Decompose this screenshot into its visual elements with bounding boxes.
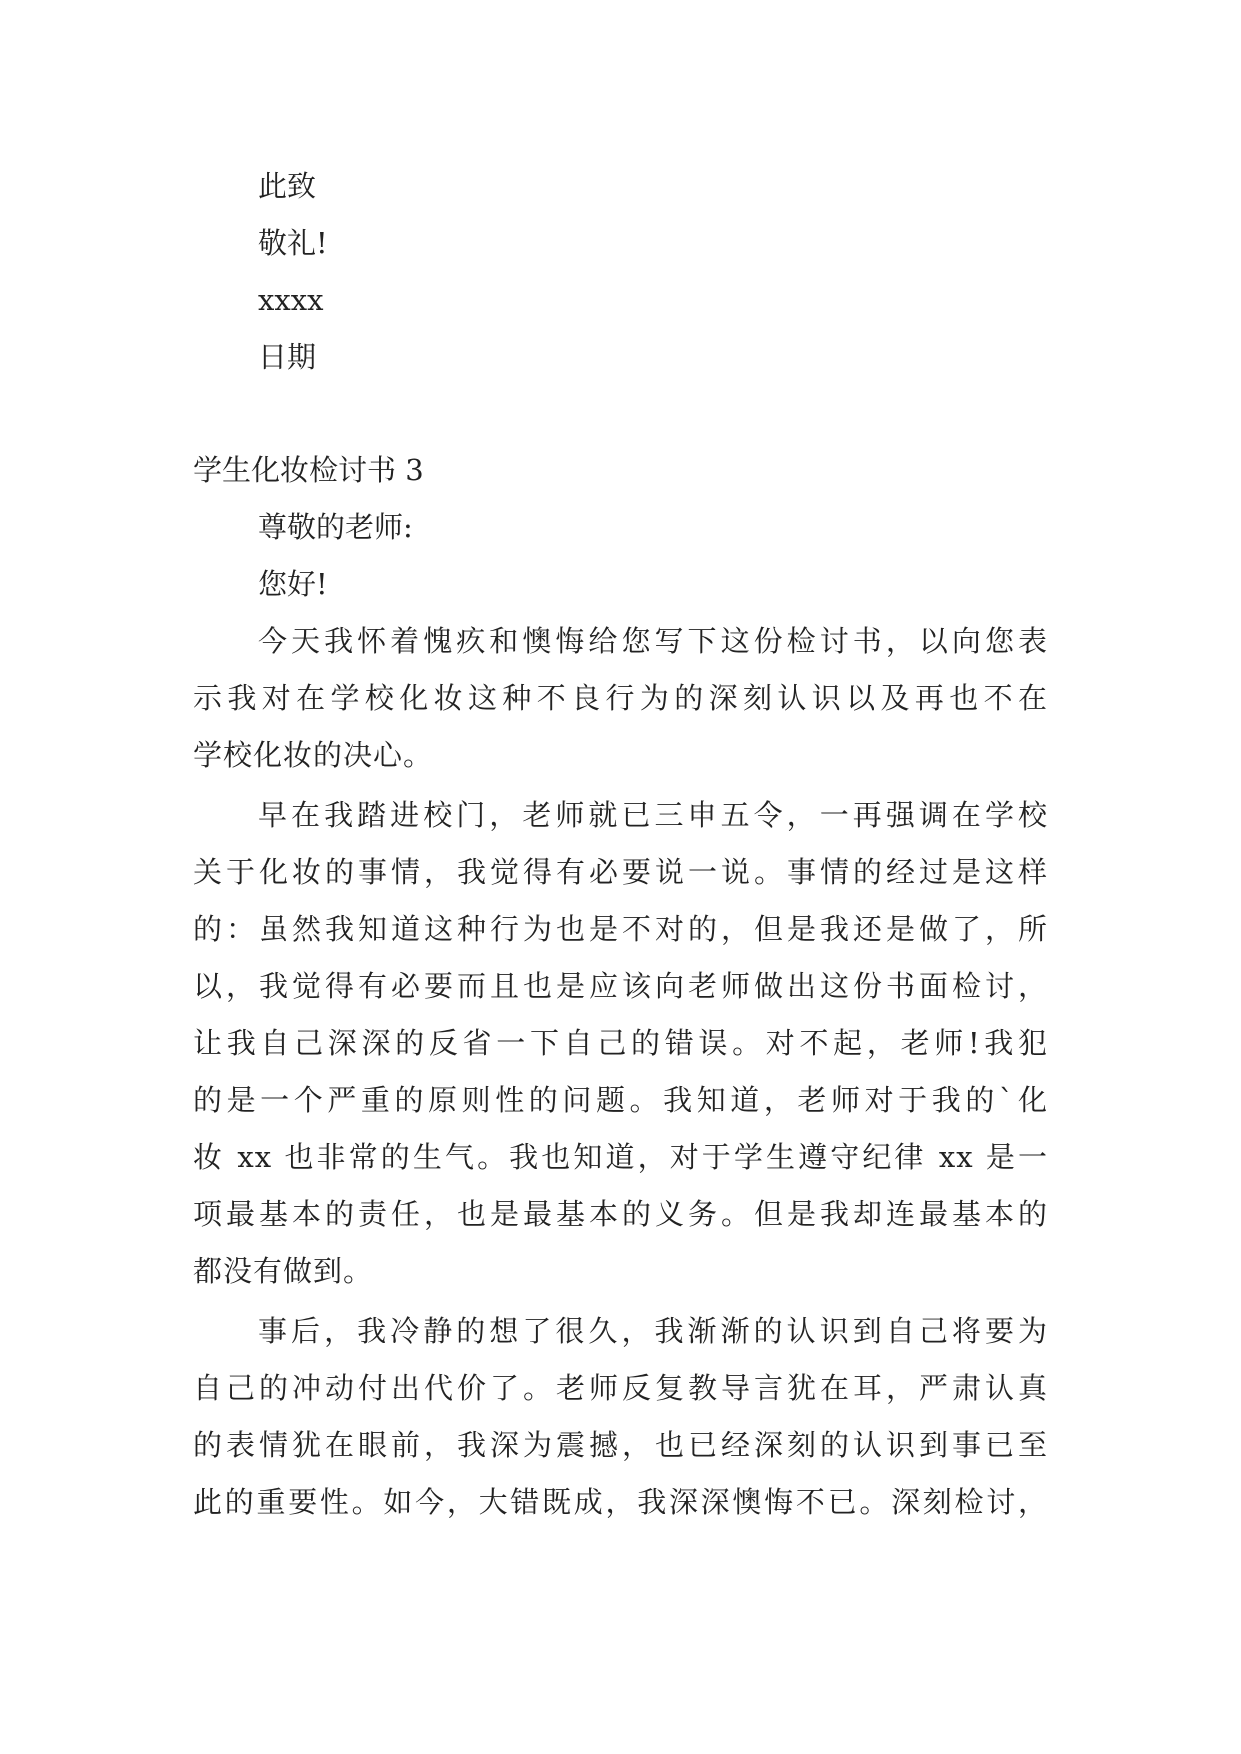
paragraph-3-line-1: 事后，我冷静的想了很久，我渐渐的认识到自己将要为 [258, 1314, 1048, 1348]
paragraph-2-line-5: 让我自己深深的反省一下自己的错误。对不起，老师!我犯 [193, 1026, 1048, 1060]
paragraph-2-line-4: 以，我觉得有必要而且也是应该向老师做出这份书面检讨， [193, 969, 1048, 1003]
paragraph-3-line-2: 自己的冲动付出代价了。老师反复教导言犹在耳，严肃认真 [193, 1371, 1048, 1405]
closing-regards: 敬礼! [258, 226, 328, 260]
letter-hello: 您好! [258, 567, 328, 601]
paragraph-2-line-6: 的是一个严重的原则性的问题。我知道，老师对于我的`化 [193, 1083, 1048, 1117]
paragraph-2-line-8: 项最基本的责任，也是最基本的义务。但是我却连最基本的 [193, 1197, 1048, 1231]
closing-signature: xxxx [258, 283, 324, 317]
paragraph-3-line-3: 的表情犹在眼前，我深为震撼，也已经深刻的认识到事已至 [193, 1428, 1048, 1462]
closing-salutation: 此致 [258, 169, 317, 203]
paragraph-1-line-3: 学校化妆的决心。 [193, 738, 434, 772]
letter-greeting: 尊敬的老师: [258, 510, 413, 544]
section-title: 学生化妆检讨书 3 [193, 453, 424, 487]
paragraph-2-line-9: 都没有做到。 [193, 1254, 374, 1288]
paragraph-2-line-2: 关于化妆的事情，我觉得有必要说一说。事情的经过是这样 [193, 855, 1048, 889]
paragraph-2-line-7: 妆 xx 也非常的生气。我也知道，对于学生遵守纪律 xx 是一 [193, 1140, 1048, 1174]
paragraph-2-line-3: 的：虽然我知道这种行为也是不对的，但是我还是做了，所 [193, 912, 1048, 946]
paragraph-2-line-1: 早在我踏进校门，老师就已三申五令，一再强调在学校 [258, 798, 1048, 832]
paragraph-3-line-4: 此的重要性。如今，大错既成，我深深懊悔不已。深刻检讨， [193, 1485, 1048, 1519]
paragraph-1-line-1: 今天我怀着愧疚和懊悔给您写下这份检讨书，以向您表 [258, 624, 1048, 658]
paragraph-1-line-2: 示我对在学校化妆这种不良行为的深刻认识以及再也不在 [193, 681, 1048, 715]
closing-date: 日期 [258, 340, 317, 374]
